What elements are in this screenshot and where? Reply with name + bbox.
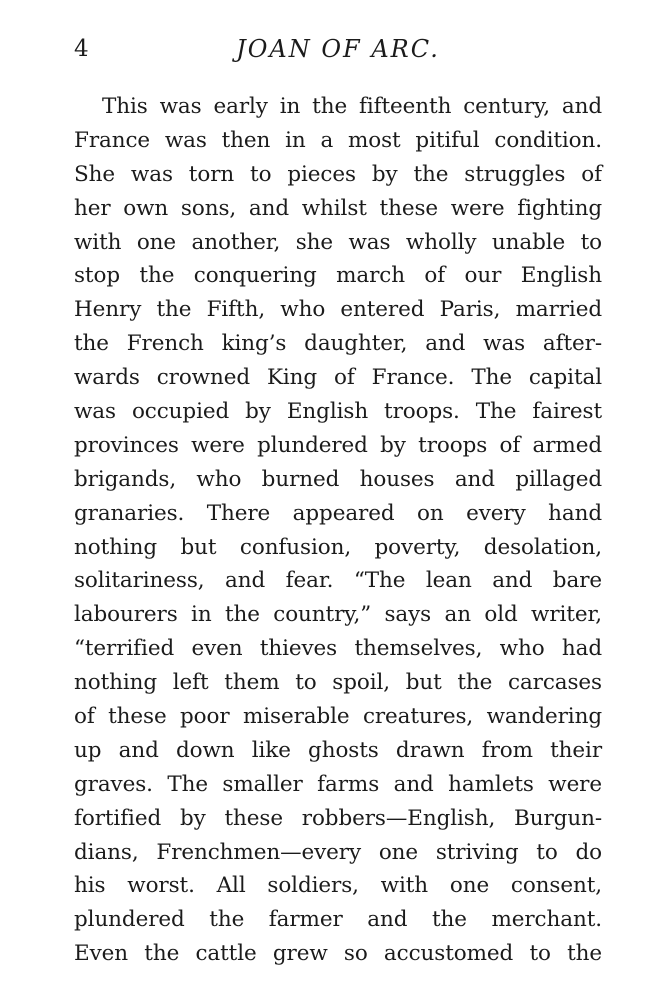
text-line: was occupied by English troops. The fairest <box>74 399 602 425</box>
text-line: labourers in the country,” says an old writer, <box>74 602 602 628</box>
text-line: with one another, she was wholly unable to <box>74 229 602 255</box>
running-head <box>74 30 602 70</box>
text-line: wards crowned King of France. The capital <box>74 365 602 391</box>
text-line: plundered the farmer and the merchant. <box>74 907 602 933</box>
text-line: her own sons, and whilst these were fighting <box>74 195 602 221</box>
text-line: granaries. There appeared on every hand <box>74 500 602 526</box>
text-line: nothing left them to spoil, but the carcases <box>74 670 602 696</box>
text-line: dians, Frenchmen—every one striving to do <box>74 839 602 865</box>
text-line: up and down like ghosts drawn from their <box>74 737 602 763</box>
text-line: brigands, who burned houses and pillaged <box>74 466 602 492</box>
running-title: JOAN OF ARC. <box>236 35 440 63</box>
text-line: graves. The smaller farms and hamlets were <box>74 771 602 797</box>
text-line: “terrified even thieves themselves, who had <box>74 636 602 662</box>
text-line: This was early in the fifteenth century, and <box>102 94 602 119</box>
text-line: fortified by these robbers—English, Burgun- <box>74 805 602 831</box>
text-line: stop the conquering march of our English <box>74 263 602 289</box>
text-line: Henry the Fifth, who entered Paris, married <box>74 297 602 323</box>
text-line: solitariness, and fear. “The lean and bare <box>74 568 602 594</box>
text-line: Even the cattle grew so accustomed to the <box>74 941 602 967</box>
text-line: provinces were plundered by troops of armed <box>74 432 602 458</box>
text-line: nothing but confusion, poverty, desolation, <box>74 534 602 560</box>
text-line: France was then in a most pitiful condition. <box>74 127 602 153</box>
text-line: of these poor miserable creatures, wandering <box>74 704 602 730</box>
body-text <box>74 90 602 971</box>
text-line: the French king’s daughter, and was after- <box>74 331 602 357</box>
page-number: 4 <box>74 36 89 62</box>
text-line: She was torn to pieces by the struggles of <box>74 161 602 187</box>
text-line: his worst. All soldiers, with one consent, <box>74 873 602 899</box>
